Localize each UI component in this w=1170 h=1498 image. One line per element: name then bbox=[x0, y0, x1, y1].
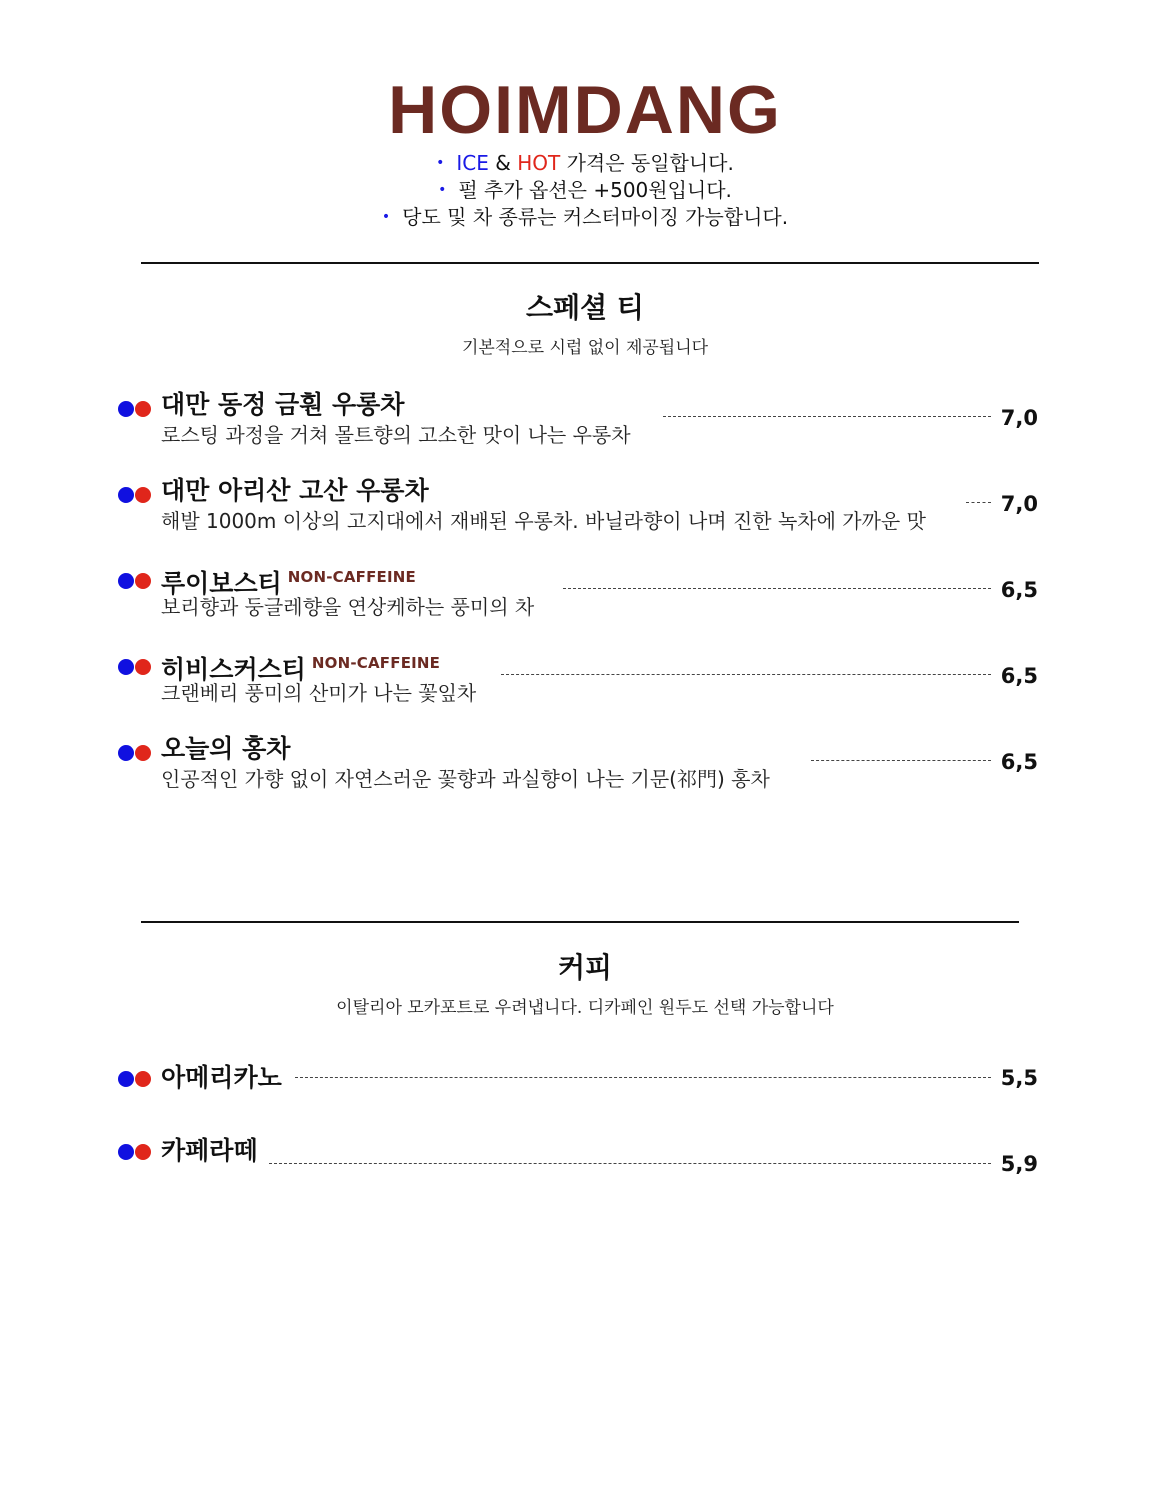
item-name: 대만 동정 금훤 우롱차 bbox=[161, 390, 405, 419]
dotted-leader bbox=[811, 760, 991, 761]
brand-logo: HOIMDANG bbox=[388, 72, 782, 148]
section-divider bbox=[141, 921, 1019, 923]
dots-icon bbox=[118, 573, 154, 589]
note-price-same bbox=[0, 150, 1170, 177]
item-price: 5,9 bbox=[1000, 1152, 1038, 1176]
amp-label: & bbox=[495, 151, 511, 175]
non-caffeine-badge: NON-CAFFEINE bbox=[311, 654, 441, 672]
dotted-leader bbox=[563, 588, 991, 589]
item-price: 7,0 bbox=[1000, 492, 1038, 516]
item-name: 오늘의 홍차 bbox=[161, 734, 291, 763]
item-price: 6,5 bbox=[1000, 750, 1038, 774]
dots-icon bbox=[118, 1071, 154, 1087]
menu-notes bbox=[0, 150, 1170, 231]
hot-label: HOT bbox=[517, 151, 561, 175]
section-divider bbox=[141, 262, 1039, 264]
item-price: 6,5 bbox=[1000, 664, 1038, 688]
dotted-leader bbox=[295, 1077, 991, 1078]
item-price: 5,5 bbox=[1000, 1066, 1038, 1090]
item-name: 아메리카노 bbox=[161, 1063, 282, 1092]
menu-item bbox=[118, 647, 1038, 707]
bullet-icon: • bbox=[436, 155, 445, 171]
dots-icon bbox=[118, 659, 154, 675]
bullet-icon: • bbox=[381, 209, 391, 225]
menu-item bbox=[118, 1062, 1038, 1102]
dots-icon bbox=[118, 745, 154, 761]
item-desc: 크랜베리 풍미의 산미가 나는 꽃잎차 bbox=[161, 681, 477, 705]
item-name-label: 히비스커스티 bbox=[161, 655, 306, 684]
note-line3: 당도 및 차 종류는 커스터마이징 가능합니다. bbox=[402, 205, 789, 229]
note-pearl-option bbox=[0, 177, 1170, 204]
section-title-coffee: 커피 bbox=[557, 951, 613, 984]
item-price: 6,5 bbox=[1000, 578, 1038, 602]
item-desc: 해발 1000m 이상의 고지대에서 재배된 우롱차. 바닐라향이 나며 진한 녹차에 가까운 맛 bbox=[161, 509, 926, 533]
note-customizing bbox=[0, 204, 1170, 231]
menu-item bbox=[118, 733, 1038, 793]
menu-item bbox=[118, 561, 1038, 621]
menu-item bbox=[118, 1135, 1038, 1185]
dotted-leader bbox=[663, 416, 991, 417]
section-title-special-tea: 스페셜 티 bbox=[526, 291, 644, 324]
item-name-label: 루이보스티 bbox=[161, 569, 282, 598]
dots-icon bbox=[118, 401, 154, 417]
section-subtitle-special-tea: 기본적으로 시럽 없이 제공됩니다 bbox=[461, 338, 709, 358]
note-line1-rest: 가격은 동일합니다. bbox=[566, 151, 734, 175]
menu-item bbox=[118, 389, 1038, 449]
note-line2: 펄 추가 옵션은 +500원입니다. bbox=[458, 178, 732, 202]
item-desc: 인공적인 가향 없이 자연스러운 꽃향과 과실향이 나는 기문(祁門) 홍차 bbox=[161, 767, 770, 791]
item-name: 대만 아리산 고산 우롱차 bbox=[161, 476, 429, 505]
item-desc: 로스팅 과정을 거쳐 몰트향의 고소한 맛이 나는 우롱차 bbox=[161, 423, 631, 447]
non-caffeine-badge: NON-CAFFEINE bbox=[287, 568, 416, 586]
ice-label: ICE bbox=[456, 151, 489, 175]
dotted-leader bbox=[269, 1163, 991, 1164]
dots-icon bbox=[118, 487, 154, 503]
menu-item bbox=[118, 475, 1038, 535]
dotted-leader bbox=[966, 502, 991, 503]
item-price: 7,0 bbox=[1000, 406, 1038, 430]
dots-icon bbox=[118, 1144, 154, 1160]
section-subtitle-coffee: 이탈리아 모카포트로 우려냅니다. 디카페인 원두도 선택 가능합니다 bbox=[336, 998, 834, 1018]
item-name: 카페라떼 bbox=[161, 1136, 258, 1165]
dotted-leader bbox=[501, 674, 991, 675]
bullet-icon: • bbox=[438, 182, 447, 198]
item-desc: 보리향과 둥글레향을 연상케하는 풍미의 차 bbox=[161, 595, 535, 619]
